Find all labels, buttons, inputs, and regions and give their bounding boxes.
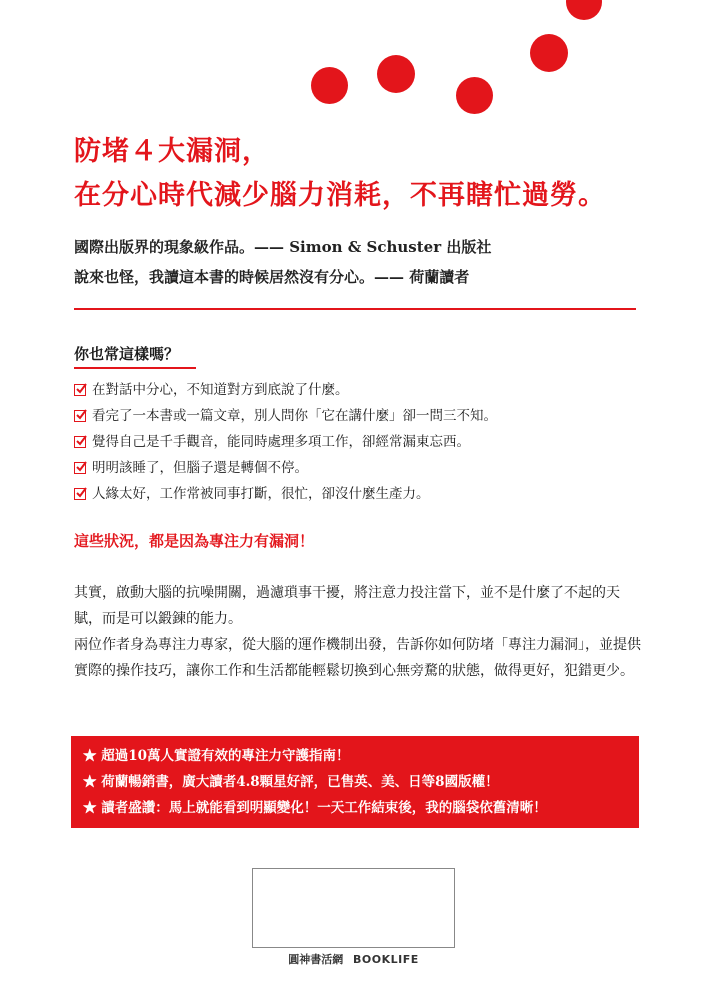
booklife-logo: BOOKLIFE [353, 953, 419, 966]
questions-title: 你也常這樣嗎？ [74, 345, 180, 363]
questions-title-underline [74, 367, 196, 369]
decorative-red-dot [530, 34, 568, 72]
endorsement-quotes [74, 232, 491, 292]
checklist-item-text: 人緣太好，工作常被同事打斷，很忙，卻沒什麼生產力。 [92, 486, 430, 502]
headline-line-1: 防堵４大漏洞， [74, 136, 270, 167]
body-paragraph-2: 兩位作者身為專注力專家，從大腦的運作機制出發，告訴你如何防堵「專注力漏洞」，並提供實際的操作技巧，讓你工作和生活都能輕鬆切換到心無旁騖的狀態，做得更好，犯錯更少。 [74, 637, 641, 679]
checked-box-icon [74, 488, 86, 500]
headline [74, 130, 606, 218]
checklist-item-text: 看完了一本書或一篇文章，別人問你「它在講什麼」卻一問三不知。 [92, 408, 497, 424]
checked-box-icon [74, 384, 86, 396]
section-divider [74, 308, 636, 310]
checked-box-icon [74, 410, 86, 422]
checklist-item [74, 481, 497, 507]
body-copy [74, 580, 642, 684]
publisher-name: 圓神書活網 [288, 953, 344, 966]
decorative-red-dot [566, 0, 602, 20]
quote-reader: 說來也怪，我讀這本書的時候居然沒有分心。—— 荷蘭讀者 [74, 268, 470, 286]
headline-line-2: 在分心時代減少腦力消耗，不再瞎忙過勞。 [74, 180, 606, 211]
checklist-item [74, 403, 497, 429]
checklist-item [74, 377, 497, 403]
quote-publisher: 國際出版界的現象級作品。—— Simon & Schuster 出版社 [74, 238, 492, 256]
decorative-red-dot [311, 67, 348, 104]
symptom-checklist [74, 377, 497, 507]
body-paragraph-1: 其實，啟動大腦的抗噪開關，過濾瑣事干擾，將注意力投注當下，並不是什麼了不起的天賦，而是可以鍛鍊的能力。 [74, 585, 620, 627]
barcode-placeholder [252, 868, 455, 948]
checklist-item-text: 覺得自己是千手觀音，能同時處理多項工作，卻經常漏東忘西。 [92, 434, 470, 450]
checked-box-icon [74, 462, 86, 474]
decorative-red-dot [456, 77, 493, 114]
checklist-item-text: 明明該睡了，但腦子還是轉個不停。 [92, 460, 308, 476]
checked-box-icon [74, 436, 86, 448]
emphasis-statement: 這些狀況，都是因為專注力有漏洞！ [74, 532, 315, 550]
banner-line-2: ★ 荷蘭暢銷書，廣大讀者4.8顆星好評，已售英、美、日等8國版權！ [83, 774, 499, 790]
checklist-item [74, 429, 497, 455]
checklist-item [74, 455, 497, 481]
checklist-item-text: 在對話中分心，不知道對方到底說了什麼。 [92, 382, 349, 398]
banner-line-3: ★ 讀者盛讚：馬上就能看到明顯變化！一天工作結束後，我的腦袋依舊清晰！ [83, 800, 547, 816]
highlight-banner [71, 736, 639, 828]
decorative-red-dot [377, 55, 415, 93]
banner-line-1: ★ 超過10萬人實證有效的專注力守護指南！ [83, 748, 350, 764]
publisher-logo [252, 952, 455, 968]
